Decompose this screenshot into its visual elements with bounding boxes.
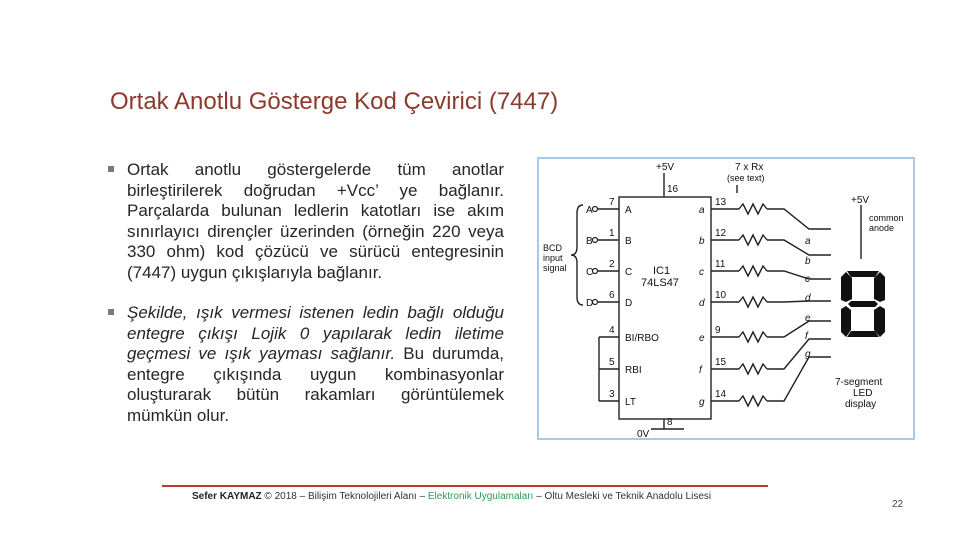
out-f-pin: 15 xyxy=(715,357,727,368)
bullet-list xyxy=(108,160,504,446)
circuit-schematic xyxy=(539,159,913,438)
ic-pin-b: B xyxy=(625,236,632,247)
footer xyxy=(192,491,711,502)
ctrl-birbo: BI/RBO xyxy=(625,333,659,344)
out-g-pin: 14 xyxy=(715,389,727,400)
input-c-pin: 2 xyxy=(609,259,615,270)
bcd-label-1: BCD xyxy=(543,243,563,253)
out-c-name: c xyxy=(699,267,704,278)
ic-pin-d: D xyxy=(625,298,633,309)
bullet-marker xyxy=(108,309,114,315)
out-c-pin: 11 xyxy=(715,259,726,270)
ic-pin-c: C xyxy=(625,267,633,278)
bullet-item xyxy=(108,303,504,426)
ic-pin-a: A xyxy=(625,205,632,216)
display-label-1: 7-segment xyxy=(835,377,883,388)
bullet-item xyxy=(108,160,504,283)
out-d-name: d xyxy=(699,298,705,309)
ctrl-rbi: RBI xyxy=(625,365,642,376)
out-e-pin: 9 xyxy=(715,325,721,336)
gnd-label: 0V xyxy=(637,429,650,438)
input-d-name: D xyxy=(586,298,594,309)
footer-school: – Oltu Mesleki ve Teknik Anadolu Lisesi xyxy=(533,491,712,502)
seg-f-label: f xyxy=(805,331,808,342)
out-e-name: e xyxy=(699,333,705,344)
page-title: Ortak Anotlu Gösterge Kod Çevirici (7447) xyxy=(110,88,559,115)
bcd-label-3: signal xyxy=(543,263,567,273)
out-a-pin: 13 xyxy=(715,197,727,208)
input-b-pin: 1 xyxy=(609,228,615,239)
common-anode-label-1: common xyxy=(869,213,904,223)
ctrl-lt-pin: 3 xyxy=(609,389,615,400)
vcc-right-label: +5V xyxy=(851,195,870,206)
input-c-name: C xyxy=(586,267,594,278)
resistor-label: 7 x Rx xyxy=(735,162,764,173)
seg-b-label: b xyxy=(805,256,811,267)
seg-g-label: g xyxy=(805,349,811,360)
ctrl-lt: LT xyxy=(625,397,636,408)
bullet-text: Bu durumda, entegre çıkışında uygun kombinasyonlar oluşturarak bütün rakamları görüntülemek mümkün olur. xyxy=(127,344,504,425)
footer-divider xyxy=(162,485,768,487)
out-a-name: a xyxy=(699,205,705,216)
out-g-name: g xyxy=(699,397,705,408)
page-number: 22 xyxy=(892,499,904,510)
out-b-pin: 12 xyxy=(715,228,727,239)
bullet-marker xyxy=(108,166,114,172)
circuit-diagram xyxy=(537,157,915,440)
input-d-pin: 6 xyxy=(609,290,615,301)
seg-c-label: c xyxy=(805,274,810,285)
input-b-name: B xyxy=(586,236,593,247)
display-label-2: LED xyxy=(853,388,873,399)
display-label-3: display xyxy=(845,399,877,410)
gnd-pin: 8 xyxy=(667,417,673,428)
ic-body xyxy=(619,197,711,419)
out-b-name: b xyxy=(699,236,705,247)
vcc-top-label: +5V xyxy=(656,162,675,173)
footer-copyright: © 2018 – Bilişim Teknolojileri Alanı – xyxy=(261,491,428,502)
out-d-pin: 10 xyxy=(715,290,727,301)
pin-16-label: 16 xyxy=(667,184,679,195)
footer-course: Elektronik Uygulamaları xyxy=(427,491,534,502)
resistor-note: (see text) xyxy=(727,173,765,183)
seg-e-label: e xyxy=(805,313,811,324)
bullet-text-italic: Şekilde, ışık vermesi istenen ledin bağlı olduğu entegre çıkışı Lojik 0 yapılarak ledin iletime geçmesi ve ışık yayması sağlanır. xyxy=(127,303,504,363)
ic-name: IC1 xyxy=(653,265,671,277)
ctrl-rbi-pin: 5 xyxy=(609,357,615,368)
bcd-label-2: input xyxy=(543,253,563,263)
footer-author: Sefer KAYMAZ xyxy=(192,491,262,502)
input-a-name: A xyxy=(586,205,593,216)
ctrl-birbo-pin: 4 xyxy=(609,325,615,336)
seven-segment-display xyxy=(839,267,887,339)
seg-a-label: a xyxy=(805,236,811,247)
input-a-pin: 7 xyxy=(609,197,615,208)
common-anode-label-2: anode xyxy=(869,223,895,233)
seg-d-label: d xyxy=(805,293,811,304)
bullet-text: Ortak anotlu göstergelerde tüm anotlar birleştirilerek doğrudan +Vcc’ ye bağlanır. Parçalarda bulunan ledlerin katotları ise akım sınırlayıcı dirençler üzerinden (örneğin 220 veya 330 ohm) kod çözücü ve sürücü entegresinin (7447) uygun çıkışlarıyla bağlanır. xyxy=(127,160,504,282)
out-f-name: f xyxy=(699,365,702,376)
ic-part: 74LS47 xyxy=(641,277,679,289)
